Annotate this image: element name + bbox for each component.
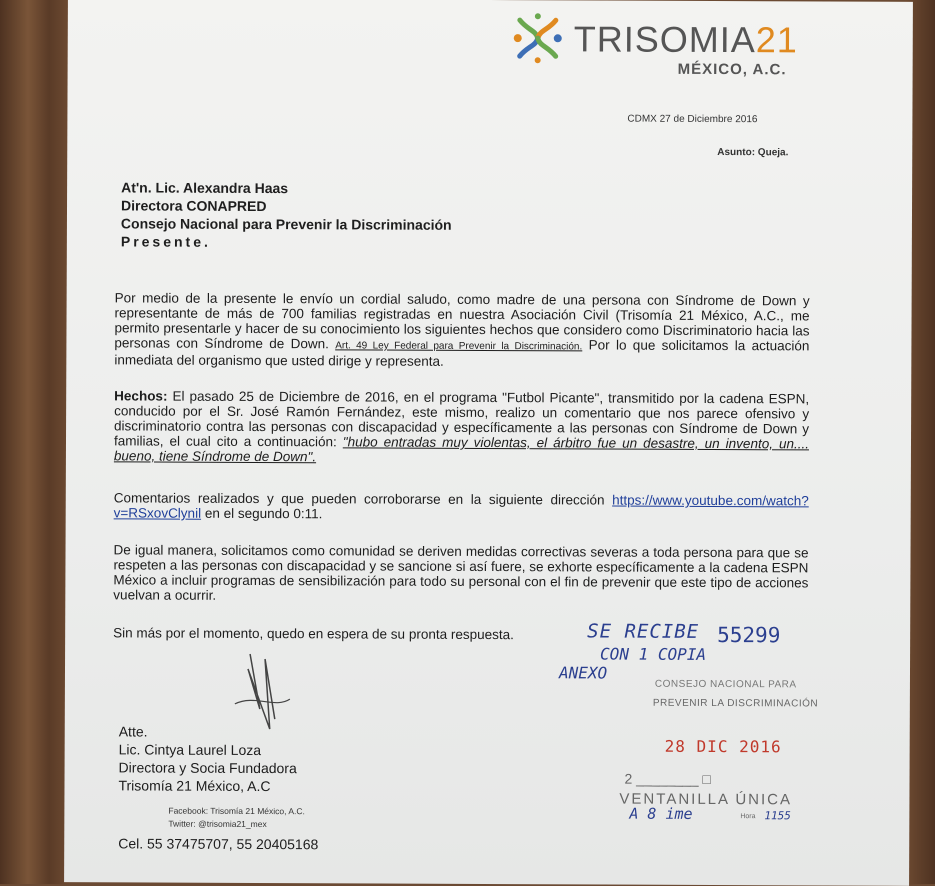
paragraph-intro: Por medio de la presente le envío un cordial saludo, como madre de una persona con Síndrome de Down y representante de más de 700 familias registradas en nuestra Asociación Civil (Trisomía 21 México, A.C., me permito presentarle y hacer de su conocimiento los siguientes hechos que considero como Discriminatorio hacia las personas con Síndrome de Down. Art. 49 Ley Federal para Prevenir la Discriminación. Por lo que solicitamos la actuación inmediata del organismo que usted dirige y representa.: [114, 290, 810, 369]
recipient-organization: Consejo Nacional para Prevenir la Discriminación: [120, 215, 452, 233]
handwritten-time: 1155: [764, 809, 791, 823]
stamp-line: 2 ________ □: [624, 770, 711, 787]
trisomia21-logo: [508, 8, 808, 79]
stamp-org-line2: PREVENIR LA DISCRIMINACIÓN: [652, 697, 819, 710]
stamp-ventanilla: VENTANILLA ÚNICA: [619, 790, 793, 809]
letter-date: CDMX 27 de Diciembre 2016: [627, 113, 758, 126]
handwritten-initials: A 8 ime: [629, 804, 693, 823]
legal-reference: Art. 49 Ley Federal para Prevenir la Discriminación.: [335, 340, 583, 353]
recipient-name: At'n. Lic. Alexandra Haas: [121, 179, 289, 197]
facts-label: Hechos:: [114, 388, 168, 404]
logo-subtitle: MÉXICO, A.C.: [677, 60, 787, 79]
handwritten-folio: 55299: [717, 622, 781, 648]
wood-background-left: [0, 0, 70, 884]
handwritten-received: SE RECIBE: [587, 620, 700, 643]
phone-numbers: Cel. 55 37475707, 55 20405168: [118, 835, 319, 853]
paragraph-request: De igual manera, solicitamos como comunidad se deriven medidas correctivas severas a toda persona para que se respeten a las personas con discapacidad y se sancione si así fuere, se exhorte específicamente a la cadena ESPN México a incluir programas de sensibilización para todo su personal con el fin de prevenir que este tipo de acciones vuelvan a ocurrir.: [113, 542, 809, 603]
signature-atte: Atte.: [118, 723, 148, 740]
handwritten-copy: CON 1 COPIA: [600, 644, 707, 664]
social-block: [168, 805, 305, 832]
youtube-link[interactable]: https://www.youtube.com/watch?v=RSxovClynil: [113, 492, 809, 521]
paragraph-closing: Sin más por el momento, quedo en espera de su pronta respuesta.: [113, 625, 514, 643]
quote-text: "hubo entradas muy violentas, el árbitro fue un desastre, un invento, un.... bueno, tiene Síndrome de Down".: [113, 434, 810, 465]
letter-subject: Asunto: Queja.: [717, 146, 789, 159]
stamp-hora-label: Hora: [740, 813, 756, 821]
letter-document: [64, 0, 913, 886]
stamp-org-line1: CONSEJO NACIONAL PARA: [654, 678, 797, 691]
signature-org: Trisomía 21 México, A.C: [118, 777, 271, 795]
twitter-handle: Twitter: @trisomia21_mex: [168, 818, 267, 830]
recipient-block: [121, 178, 452, 251]
signature-role: Directora y Socia Fundadora: [118, 759, 297, 777]
paragraph-facts: Hechos: El pasado 25 de Diciembre de 2016, en el programa "Futbol Picante", transmitido por la cadena ESPN, conducido por el Sr. José Ramón Fernández, este mismo, realizo un comentario que nos parece ofensivo y discriminatorio contra las personas con discapacidad y específicamente a las personas con Síndrome de Down y familias, el cual cito a continuación: "hubo entradas muy violentas, el árbitro fue un desastre, un invento, un.... bueno, tiene Síndrome de Down".: [113, 388, 810, 465]
stamp-date: 28 DIC 2016: [664, 736, 782, 757]
logo-name: TRISOMIA21: [573, 18, 798, 61]
handwritten-annex: ANEXO: [558, 663, 608, 683]
signature-block: [118, 722, 297, 795]
logo-mark-icon: [508, 8, 568, 68]
paragraph-comments: Comentarios realizados y que pueden corroborarse en la siguiente dirección https://www.youtube.com/watch?v=RSxovClynil en el segundo 0:11.: [113, 490, 809, 522]
recipient-title: Directora CONAPRED: [120, 197, 267, 215]
signature-name: Lic. Cintya Laurel Loza: [118, 741, 262, 759]
facebook-handle: Facebook: Trisomía 21 México, A.C.: [168, 805, 305, 817]
recipient-presente: Presente.: [120, 233, 211, 250]
